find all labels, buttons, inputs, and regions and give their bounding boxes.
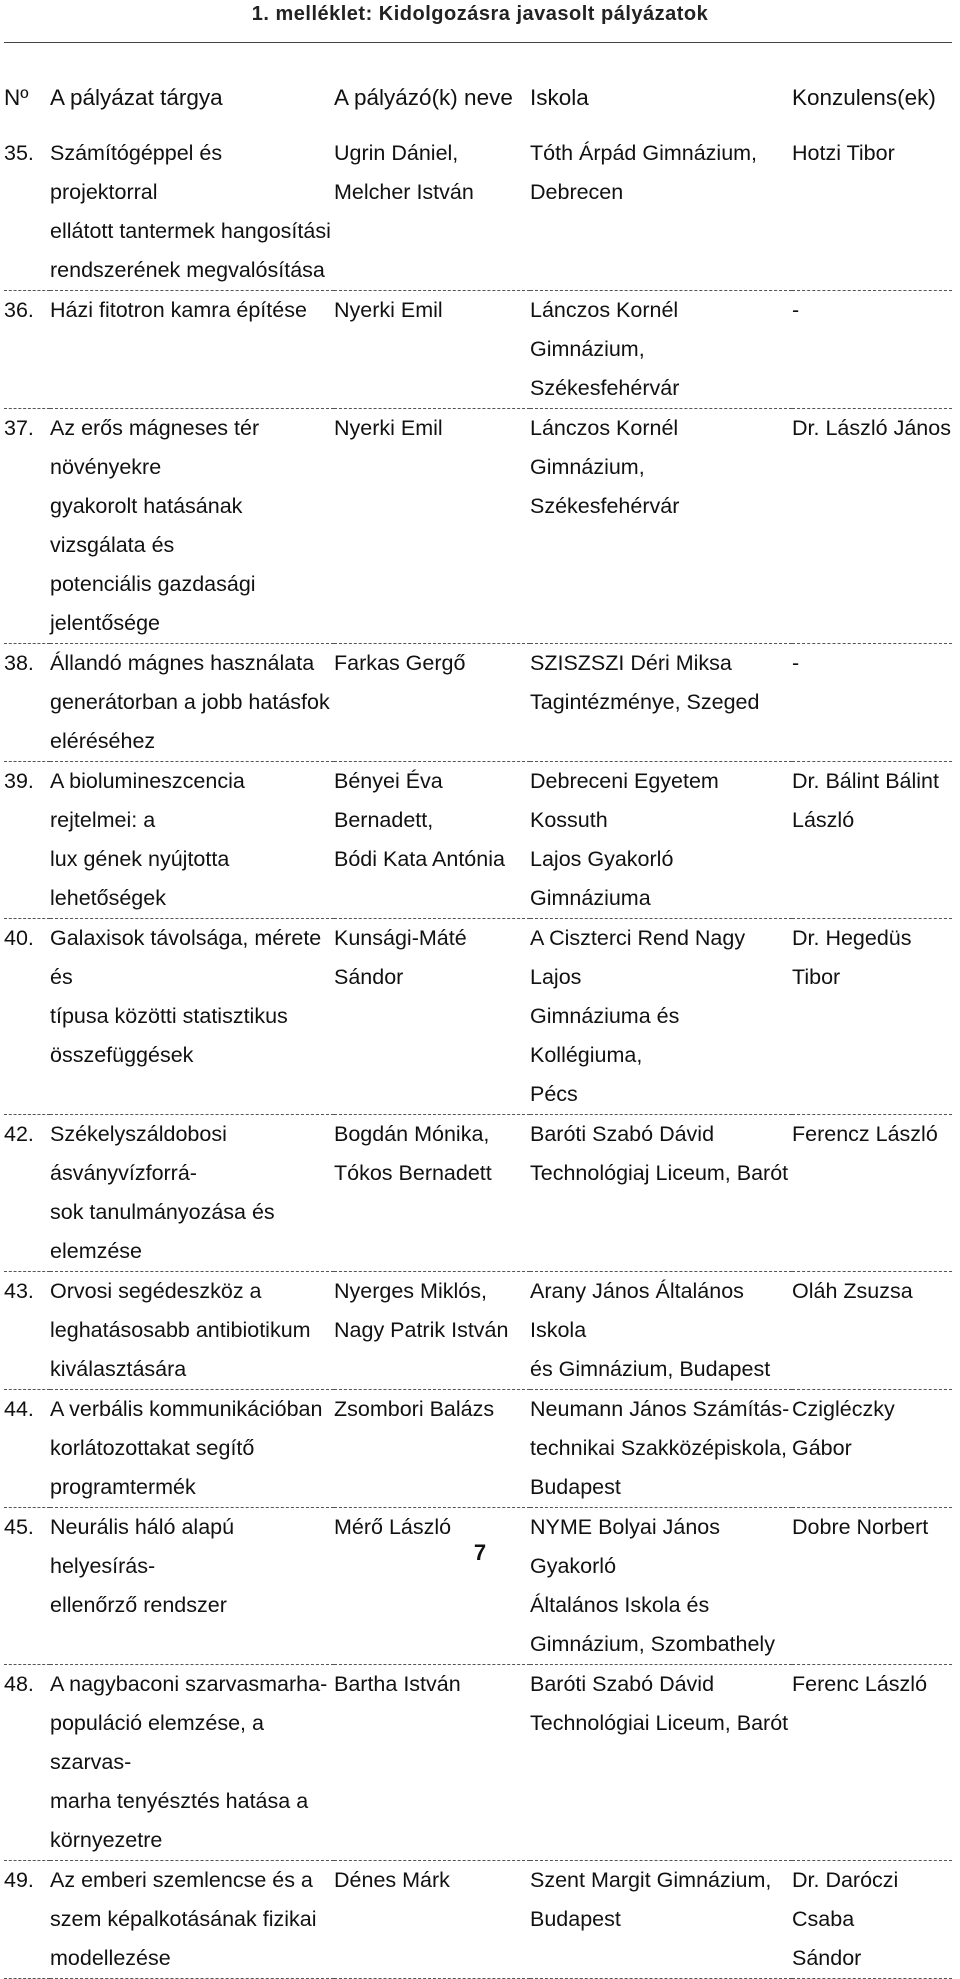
row-applicants: Zsombori Balázs (334, 1397, 495, 1421)
row-consultant: Hotzi Tibor (792, 141, 895, 165)
column-header-topic: A pályázat tárgya (50, 85, 223, 110)
row-number-cell (4, 762, 50, 919)
row-topic-cell (50, 1508, 334, 1665)
row-number: 48. (4, 1672, 34, 1696)
row-applicants-cell (334, 1115, 530, 1272)
row-applicants-cell (334, 1272, 530, 1390)
table-body (4, 134, 952, 1979)
row-number-cell (4, 1861, 50, 1979)
row-topic: A verbális kommunikációban korlátozottakat segítő programtermék (50, 1397, 323, 1499)
row-topic-cell (50, 1665, 334, 1861)
table-row (4, 919, 952, 1115)
row-consultant-cell (792, 291, 952, 409)
row-applicants: Mérő László (334, 1515, 452, 1539)
row-consultant: Dr. Hegedüs Tibor (792, 926, 912, 989)
table-header-row (4, 78, 952, 134)
row-applicants: Nyerki Emil (334, 298, 443, 322)
table-row (4, 134, 952, 291)
row-topic-cell (50, 1861, 334, 1979)
row-applicants: Nyerki Emil (334, 416, 443, 440)
row-applicants: Dénes Márk (334, 1868, 450, 1892)
row-consultant-cell (792, 1272, 952, 1390)
row-topic-cell (50, 644, 334, 762)
row-school: Debreceni Egyetem Kossuth Lajos Gyakorló Gimnáziuma (530, 769, 719, 910)
row-consultant-cell (792, 134, 952, 291)
row-number: 35. (4, 141, 34, 165)
row-number: 36. (4, 298, 34, 322)
row-topic-cell (50, 1272, 334, 1390)
row-applicants-cell (334, 409, 530, 644)
row-number: 45. (4, 1515, 34, 1539)
row-consultant: Dr. Bálint Bálint László (792, 769, 939, 832)
row-applicants-cell (334, 1390, 530, 1508)
row-number-cell (4, 1665, 50, 1861)
row-topic-cell (50, 919, 334, 1115)
row-number-cell (4, 1272, 50, 1390)
row-school-cell (530, 291, 792, 409)
row-applicants: Farkas Gergő (334, 651, 466, 675)
column-header-consultants: Konzulens(ek) (792, 85, 936, 110)
row-applicants: Nyerges Miklós, Nagy Patrik István (334, 1279, 509, 1342)
row-number: 40. (4, 926, 34, 950)
page-heading: 1. melléklet: Kidolgozásra javasolt pályázatok (251, 3, 709, 25)
projects-table (4, 78, 952, 1979)
row-applicants-cell (334, 1508, 530, 1665)
page-number: 7 (473, 1540, 487, 1565)
column-header-number: Nº (4, 85, 29, 110)
table-row (4, 644, 952, 762)
row-school-cell (530, 1508, 792, 1665)
row-school: Baróti Szabó Dávid Technológiaj Liceum, Barót (530, 1122, 789, 1185)
row-school: Lánczos Kornél Gimnázium, Székesfehérvár (530, 416, 680, 518)
row-school-cell (530, 762, 792, 919)
row-number: 37. (4, 416, 34, 440)
row-number-cell (4, 291, 50, 409)
row-school: NYME Bolyai János Gyakorló Általános Iskola és Gimnázium, Szombathely (530, 1515, 775, 1656)
row-topic-cell (50, 1390, 334, 1508)
row-consultant: - (792, 298, 800, 322)
row-school-cell (530, 1390, 792, 1508)
row-number: 49. (4, 1868, 34, 1892)
row-applicants: Kunsági-Máté Sándor (334, 926, 467, 989)
row-topic: Neurális háló alapú helyesírás- ellenőrző rendszer (50, 1515, 235, 1617)
row-number-cell (4, 919, 50, 1115)
row-school-cell (530, 919, 792, 1115)
row-school: Neumann János Számítás- technikai Szakközépiskola, Budapest (530, 1397, 790, 1499)
row-number-cell (4, 134, 50, 291)
row-consultant-cell (792, 409, 952, 644)
row-consultant: Dobre Norbert (792, 1515, 929, 1539)
row-applicants-cell (334, 1665, 530, 1861)
row-topic: Házi fitotron kamra építése (50, 298, 307, 322)
row-consultant: Dr. László János (792, 416, 951, 440)
column-header-school: Iskola (530, 85, 589, 110)
row-number-cell (4, 1115, 50, 1272)
table-row (4, 1115, 952, 1272)
row-topic: Székelyszáldobosi ásványvízforrá- sok tanulmányozása és elemzése (50, 1122, 275, 1263)
row-consultant: - (792, 651, 800, 675)
row-topic-cell (50, 409, 334, 644)
row-number: 38. (4, 651, 34, 675)
row-number-cell (4, 644, 50, 762)
row-school-cell (530, 1861, 792, 1979)
row-school: A Ciszterci Rend Nagy Lajos Gimnáziuma és Kollégiuma, Pécs (530, 926, 746, 1106)
row-applicants-cell (334, 762, 530, 919)
row-applicants: Bartha István (334, 1672, 461, 1696)
table-row (4, 762, 952, 919)
table-row (4, 291, 952, 409)
row-applicants-cell (334, 1861, 530, 1979)
row-school: Tóth Árpád Gimnázium, Debrecen (530, 141, 758, 204)
table-row (4, 1390, 952, 1508)
row-topic: Állandó mágnes használata generátorban a jobb hatásfok eléréséhez (50, 651, 330, 753)
row-topic-cell (50, 762, 334, 919)
table-row (4, 1861, 952, 1979)
row-applicants-cell (334, 644, 530, 762)
row-applicants: Ugrin Dániel, Melcher István (334, 141, 474, 204)
heading-rule (4, 42, 952, 43)
row-number-cell (4, 1508, 50, 1665)
row-consultant: Dr. Daróczi Csaba Sándor (792, 1868, 899, 1970)
row-number: 44. (4, 1397, 34, 1421)
row-number: 42. (4, 1122, 34, 1146)
table-row (4, 1508, 952, 1665)
row-applicants: Bényei Éva Bernadett, Bódi Kata Antónia (334, 769, 505, 871)
row-school: Lánczos Kornél Gimnázium, Székesfehérvár (530, 298, 680, 400)
row-consultant-cell (792, 1665, 952, 1861)
row-consultant: Ferenc László (792, 1672, 928, 1696)
row-applicants-cell (334, 291, 530, 409)
row-consultant: Czigléczky Gábor (792, 1397, 895, 1460)
row-consultant-cell (792, 1390, 952, 1508)
table-row (4, 409, 952, 644)
table-row (4, 1665, 952, 1861)
row-school-cell (530, 1665, 792, 1861)
row-number-cell (4, 409, 50, 644)
row-number: 39. (4, 769, 34, 793)
row-topic: Számítógéppel és projektorral ellátott tantermek hangosítási rendszerének megvalósítása (50, 141, 331, 282)
row-school: Baróti Szabó Dávid Technológiai Liceum, Barót (530, 1672, 789, 1735)
row-number: 43. (4, 1279, 34, 1303)
row-school-cell (530, 1272, 792, 1390)
row-topic-cell (50, 1115, 334, 1272)
row-school-cell (530, 134, 792, 291)
projects-table-wrapper (4, 78, 952, 1979)
row-consultant-cell (792, 919, 952, 1115)
row-topic-cell (50, 291, 334, 409)
column-header-applicants: A pályázó(k) neve (334, 85, 513, 110)
row-school-cell (530, 644, 792, 762)
row-school: SZISZSZI Déri Miksa Tagintézménye, Szeged (530, 651, 760, 714)
row-applicants-cell (334, 919, 530, 1115)
row-consultant-cell (792, 1508, 952, 1665)
row-consultant-cell (792, 1861, 952, 1979)
row-consultant: Ferencz László (792, 1122, 938, 1146)
row-school-cell (530, 409, 792, 644)
row-applicants-cell (334, 134, 530, 291)
row-topic: Orvosi segédeszköz a leghatásosabb antibiotikum kiválasztására (50, 1279, 311, 1381)
row-consultant-cell (792, 644, 952, 762)
row-topic: Az emberi szemlencse és a szem képalkotásának fizikai modellezése (50, 1868, 317, 1970)
row-topic: Galaxisok távolsága, mérete és típusa közötti statisztikus összefüggések (50, 926, 322, 1067)
row-applicants: Bogdán Mónika, Tókos Bernadett (334, 1122, 492, 1185)
row-topic: A biolumineszcencia rejtelmei: a lux gének nyújtotta lehetőségek (50, 769, 245, 910)
row-school-cell (530, 1115, 792, 1272)
table-row (4, 1272, 952, 1390)
row-number-cell (4, 1390, 50, 1508)
row-consultant: Oláh Zsuzsa (792, 1279, 913, 1303)
row-school: Szent Margit Gimnázium, Budapest (530, 1868, 772, 1931)
row-consultant-cell (792, 1115, 952, 1272)
row-consultant-cell (792, 762, 952, 919)
row-topic: Az erős mágneses tér növényekre gyakorolt hatásának vizsgálata és potenciális gazdasági jelentősége (50, 416, 260, 635)
row-topic-cell (50, 134, 334, 291)
row-topic: A nagybaconi szarvasmarha- populáció elemzése, a szarvas- marha tenyésztés hatása a környezetre (50, 1672, 328, 1852)
row-school: Arany János Általános Iskola és Gimnázium, Budapest (530, 1279, 771, 1381)
